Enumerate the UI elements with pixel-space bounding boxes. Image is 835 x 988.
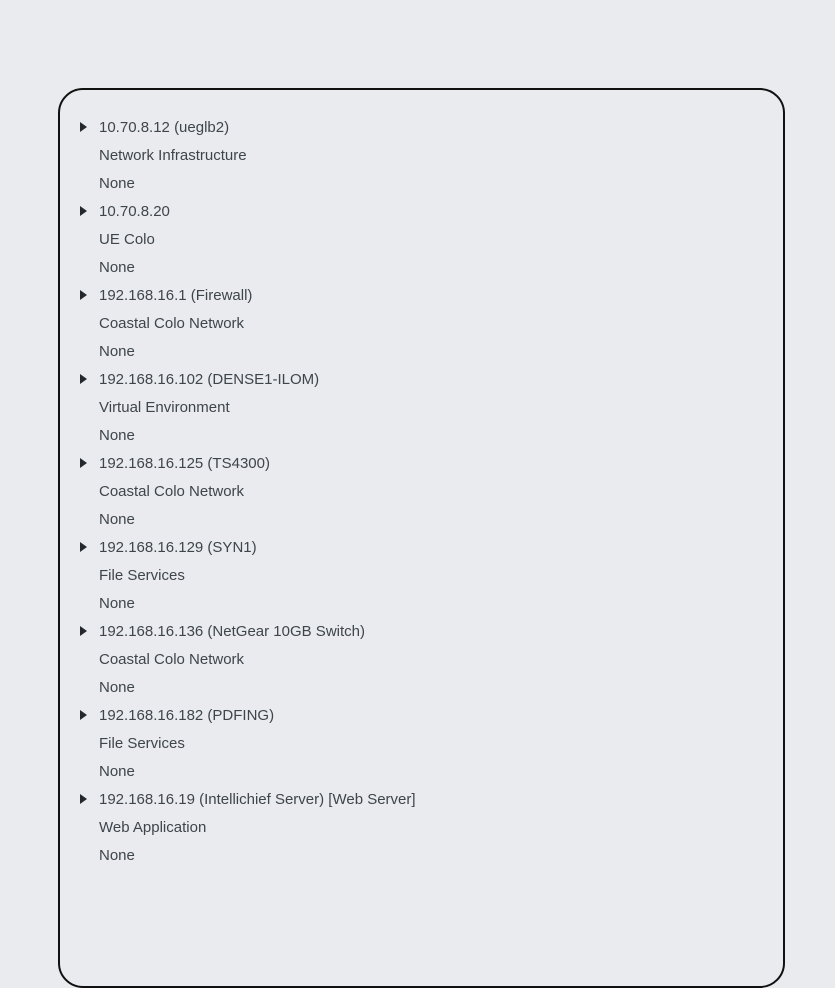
device-entry: [80, 449, 763, 533]
expand-caret-icon: [80, 626, 87, 636]
device-category-row: [80, 141, 763, 169]
device-category: Web Application: [99, 818, 207, 836]
device-entry: [80, 617, 763, 701]
device-entry: [80, 701, 763, 785]
device-detail-value: None: [99, 846, 135, 864]
device-title: 192.168.16.129 (SYN1): [99, 538, 257, 556]
device-row-header[interactable]: [80, 365, 763, 393]
device-list: [80, 113, 763, 869]
expand-caret-icon: [80, 458, 87, 468]
device-detail-row: [80, 757, 763, 785]
device-category-row: [80, 393, 763, 421]
device-entry: [80, 365, 763, 449]
device-detail-row: [80, 841, 763, 869]
device-detail-row: [80, 337, 763, 365]
device-detail-value: None: [99, 510, 135, 528]
device-detail-row: [80, 169, 763, 197]
device-detail-value: None: [99, 174, 135, 192]
device-title: 192.168.16.19 (Intellichief Server) [Web Server]: [99, 790, 416, 808]
device-entry: [80, 113, 763, 197]
device-title: 192.168.16.125 (TS4300): [99, 454, 270, 472]
device-entry: [80, 197, 763, 281]
expand-caret-icon: [80, 542, 87, 552]
device-detail-value: None: [99, 594, 135, 612]
expand-caret-icon: [80, 794, 87, 804]
device-detail-value: None: [99, 678, 135, 696]
device-row-header[interactable]: [80, 449, 763, 477]
expand-caret-icon: [80, 290, 87, 300]
device-category: Virtual Environment: [99, 398, 230, 416]
device-row-header[interactable]: [80, 785, 763, 813]
device-title: 192.168.16.136 (NetGear 10GB Switch): [99, 622, 365, 640]
caret-cell: [80, 710, 99, 720]
caret-cell: [80, 794, 99, 804]
caret-cell: [80, 374, 99, 384]
device-title: 10.70.8.20: [99, 202, 170, 220]
device-row-header[interactable]: [80, 701, 763, 729]
device-entry: [80, 533, 763, 617]
device-category: File Services: [99, 734, 185, 752]
device-detail-value: None: [99, 342, 135, 360]
caret-cell: [80, 542, 99, 552]
device-category-row: [80, 645, 763, 673]
device-detail-row: [80, 421, 763, 449]
device-row-header[interactable]: [80, 281, 763, 309]
device-category-row: [80, 309, 763, 337]
device-detail-value: None: [99, 426, 135, 444]
device-detail-row: [80, 253, 763, 281]
device-row-header[interactable]: [80, 113, 763, 141]
device-detail-value: None: [99, 258, 135, 276]
device-category-row: [80, 225, 763, 253]
device-detail-row: [80, 673, 763, 701]
device-category-row: [80, 561, 763, 589]
caret-cell: [80, 206, 99, 216]
device-detail-row: [80, 589, 763, 617]
device-category: Coastal Colo Network: [99, 314, 245, 332]
device-row-header[interactable]: [80, 617, 763, 645]
expand-caret-icon: [80, 122, 87, 132]
caret-cell: [80, 626, 99, 636]
device-category: Network Infrastructure: [99, 146, 247, 164]
device-category: Coastal Colo Network: [99, 482, 245, 500]
device-title: 192.168.16.102 (DENSE1-ILOM): [99, 370, 320, 388]
device-category: Coastal Colo Network: [99, 650, 245, 668]
device-list-panel: [58, 88, 785, 988]
device-category-row: [80, 813, 763, 841]
expand-caret-icon: [80, 206, 87, 216]
device-detail-value: None: [99, 762, 135, 780]
caret-cell: [80, 458, 99, 468]
device-title: 192.168.16.182 (PDFING): [99, 706, 275, 724]
device-title: 192.168.16.1 (Firewall): [99, 286, 253, 304]
device-category: UE Colo: [99, 230, 155, 248]
device-category: File Services: [99, 566, 185, 584]
device-row-header[interactable]: [80, 533, 763, 561]
device-entry: [80, 281, 763, 365]
device-row-header[interactable]: [80, 197, 763, 225]
device-title: 10.70.8.12 (ueglb2): [99, 118, 230, 136]
caret-cell: [80, 290, 99, 300]
device-category-row: [80, 729, 763, 757]
expand-caret-icon: [80, 374, 87, 384]
caret-cell: [80, 122, 99, 132]
device-entry: [80, 785, 763, 869]
expand-caret-icon: [80, 710, 87, 720]
device-detail-row: [80, 505, 763, 533]
device-category-row: [80, 477, 763, 505]
